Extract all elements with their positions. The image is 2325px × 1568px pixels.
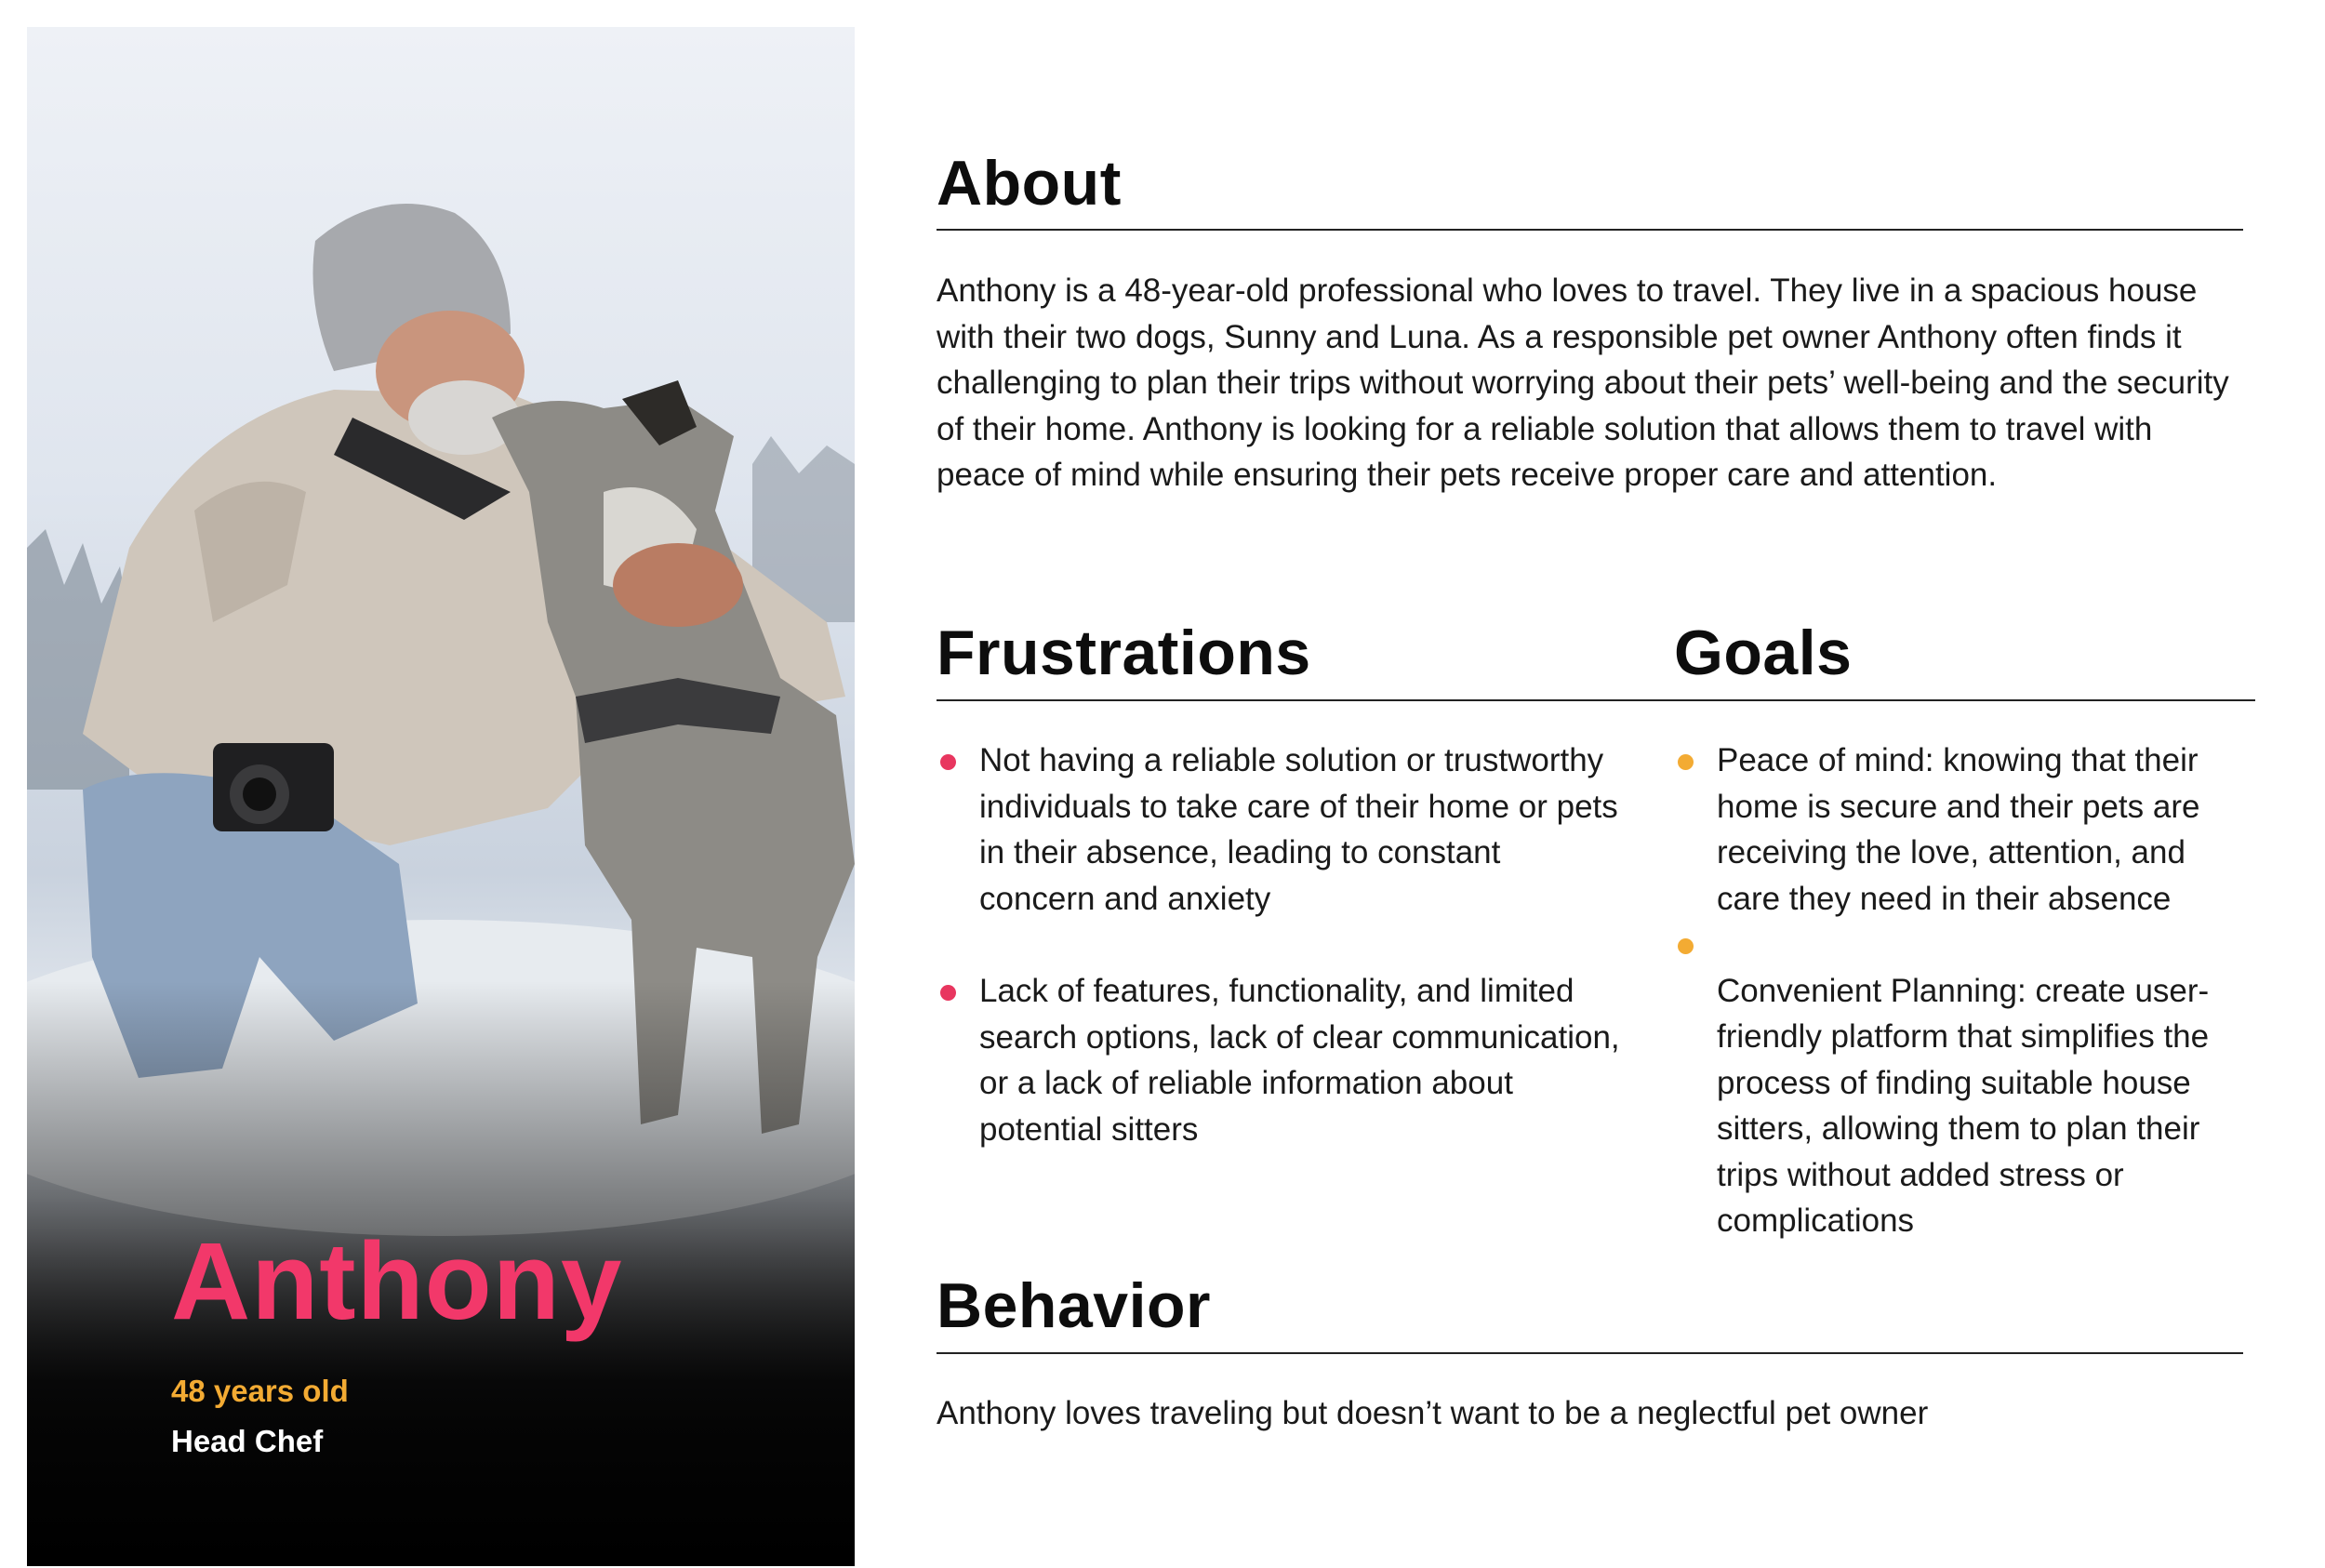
persona-name: Anthony [171,1220,623,1343]
behavior-text: Anthony loves traveling but doesn’t want to be a neglectful pet owner [937,1395,1929,1431]
bullet-icon [1678,754,1694,770]
about-text: Anthony is a 48-year-old professional who loves to travel. They live in a spacious house with their two dogs, Sunny and Luna. As a responsible pet owner Anthony often finds it challenging to plan their trips without worrying about their pets’ well-being and the security of their home. Anthony is looking for a reliable solution that allows them to travel with peace of mind while ensuring their pets receive proper care and attention. [937,272,2229,493]
bullet-icon [940,754,956,770]
frustrations-goals-divider [937,699,2255,701]
frustrations-title: Frustrations [937,618,1311,688]
list-item [1674,737,2251,922]
list-item [937,968,1625,1152]
persona-job: Head Chef [171,1424,324,1458]
frustrations-list [937,737,1625,1152]
bullet-icon [940,985,956,1001]
goals-list [1674,737,2251,1244]
about-title: About [937,148,1122,219]
list-item [937,737,1625,922]
goal-text: Peace of mind: knowing that their home is secure and their pets are receiving the love, attention, and care they need in their absence [1717,742,2200,917]
persona-age: 48 years old [171,1374,349,1408]
bullet-icon [1678,938,1694,954]
frustration-text: Not having a reliable solution or trustworthy individuals to take care of their home or pets in their absence, leading to constant concern and anxiety [979,742,1618,917]
goals-title: Goals [1674,618,1853,688]
behavior-title: Behavior [937,1270,1211,1341]
goal-text: Convenient Planning: create user-friendly platform that simplifies the process of finding suitable house sitters, allowing them to plan their trips without added stress or complications [1717,972,2210,1239]
list-item [1674,922,2251,1244]
behavior-divider [937,1352,2243,1354]
persona-card [27,27,855,1566]
persona-info [171,1220,623,1459]
frustration-text: Lack of features, functionality, and limited search options, lack of clear communication, or a lack of reliable information about potential sitters [979,973,1620,1148]
about-divider [937,229,2243,231]
